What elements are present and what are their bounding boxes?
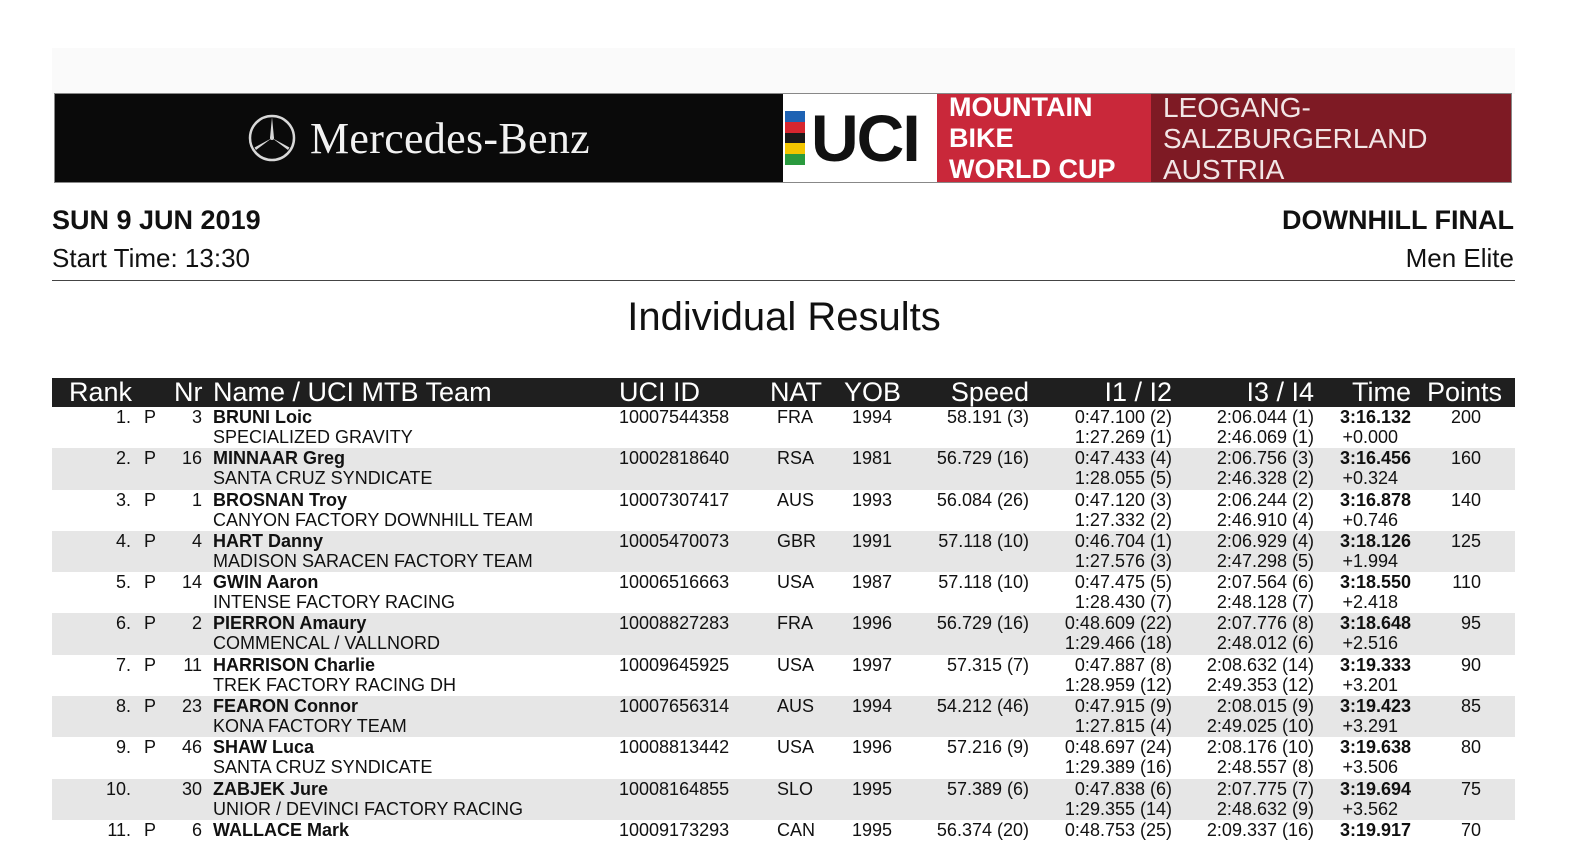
cell-p-flag: P (144, 654, 157, 675)
cell-gap: +2.516 (1342, 633, 1398, 654)
cell-rank: 7. (115, 654, 131, 675)
series-line-1: MOUNTAIN BIKE (949, 91, 1093, 153)
col-speed: Speed (950, 377, 1029, 407)
cell-rank: 3. (115, 489, 131, 510)
cell-nr: 14 (181, 572, 202, 593)
cell-nr: 2 (191, 613, 202, 634)
cell-nr: 1 (191, 489, 202, 510)
cell-i4: 2:49.353 (12) (1206, 674, 1314, 695)
start-time: Start Time: 13:30 (52, 243, 250, 273)
cell-i4: 2:46.910 (4) (1216, 509, 1314, 530)
cell-i3: 2:06.929 (4) (1216, 530, 1314, 551)
cell-i2: 1:29.389 (16) (1064, 757, 1172, 778)
cell-time: 3:18.126 (1339, 530, 1411, 551)
cell-i1: 0:47.887 (8) (1074, 654, 1172, 675)
cell-gap: +2.418 (1342, 592, 1398, 613)
cell-time: 3:18.648 (1339, 613, 1411, 634)
cell-i1: 0:46.704 (1) (1074, 530, 1172, 551)
table-row (52, 448, 1515, 489)
cell-speed: 57.118 (10) (938, 572, 1029, 593)
cell-rank: 10. (105, 778, 131, 799)
cell-team: SANTA CRUZ SYNDICATE (213, 468, 433, 489)
cell-uci-id: 10009645925 (619, 654, 730, 675)
cell-rider-name: PIERRON Amaury (213, 613, 367, 634)
table-row (52, 737, 1515, 778)
cell-points: 125 (1450, 530, 1481, 551)
series-panel (937, 91, 1151, 184)
cell-uci-id: 10009173293 (619, 819, 730, 840)
cell-rider-name: SHAW Luca (213, 737, 315, 758)
cell-gap: +0.746 (1342, 509, 1398, 530)
cell-nr: 3 (191, 407, 202, 427)
cell-yob: 1991 (852, 530, 893, 551)
cell-rank: 6. (115, 613, 131, 634)
cell-time: 3:19.333 (1339, 654, 1411, 675)
cell-speed: 58.191 (3) (946, 407, 1029, 427)
cell-i4: 2:48.128 (7) (1216, 592, 1314, 613)
cell-rank: 11. (107, 819, 131, 840)
cell-nat: RSA (777, 448, 815, 469)
col-i3-i4: I3 / I4 (1246, 377, 1314, 407)
cell-points: 75 (1460, 778, 1481, 799)
event-title: DOWNHILL FINAL (1282, 205, 1514, 235)
cell-uci-id: 10006516663 (619, 572, 730, 593)
col-points: Points (1426, 377, 1502, 407)
cell-speed: 56.729 (16) (936, 448, 1029, 469)
cell-team: CANYON FACTORY DOWNHILL TEAM (213, 509, 534, 530)
cell-p-flag: P (144, 819, 157, 840)
cell-rank: 8. (115, 696, 131, 717)
table-row (52, 655, 1515, 696)
cell-i2: 1:29.355 (14) (1064, 798, 1172, 819)
cell-time: 3:19.917 (1339, 819, 1411, 840)
cell-points: 90 (1460, 654, 1481, 675)
cell-speed: 54.212 (46) (936, 696, 1029, 717)
header-divider (52, 280, 1515, 281)
cell-time: 3:19.694 (1339, 778, 1411, 799)
cell-uci-id: 10008827283 (619, 613, 730, 634)
cell-uci-id: 10008164855 (619, 778, 730, 799)
cell-nr: 46 (181, 737, 202, 758)
cell-nat: GBR (777, 530, 817, 551)
cell-rank: 5. (115, 572, 131, 593)
cell-rider-name: HARRISON Charlie (213, 654, 376, 675)
cell-yob: 1981 (852, 448, 893, 469)
cell-nat: USA (777, 572, 815, 593)
cell-gap: +0.324 (1342, 468, 1398, 489)
cell-gap: +1.994 (1342, 550, 1398, 571)
cell-nr: 30 (181, 778, 202, 799)
cell-p-flag: P (144, 448, 157, 469)
cell-nat: SLO (777, 778, 814, 799)
cell-team: INTENSE FACTORY RACING (213, 592, 456, 613)
cell-yob: 1996 (852, 613, 893, 634)
page-title: Individual Results (627, 295, 941, 339)
cell-i4: 2:49.025 (10) (1206, 716, 1314, 737)
cell-i4: 2:47.298 (5) (1216, 550, 1314, 571)
cell-p-flag: P (144, 696, 157, 717)
cell-i3: 2:07.775 (7) (1216, 778, 1314, 799)
col-i1-i2: I1 / I2 (1104, 377, 1172, 407)
table-row (52, 572, 1515, 613)
cell-rider-name: ZABJEK Jure (213, 778, 329, 799)
sponsor-panel (55, 94, 783, 182)
cell-i2: 1:28.959 (12) (1064, 674, 1172, 695)
cell-nat: FRA (777, 613, 813, 634)
cell-rank: 9. (115, 737, 131, 758)
table-row (52, 696, 1515, 737)
cell-i1: 0:47.915 (9) (1074, 696, 1172, 717)
cell-team: SPECIALIZED GRAVITY (213, 427, 413, 447)
cell-points: 110 (1452, 572, 1481, 593)
cell-i3: 2:06.044 (1) (1216, 407, 1314, 427)
cell-p-flag: P (144, 407, 157, 427)
cell-p-flag: P (144, 737, 157, 758)
cell-nat: CAN (777, 819, 816, 840)
event-banner (55, 91, 1511, 185)
cell-i4: 2:48.632 (9) (1216, 798, 1314, 819)
cell-gap: +0.000 (1342, 427, 1398, 447)
cell-speed: 56.729 (16) (936, 613, 1029, 634)
col-time: Time (1352, 377, 1411, 407)
cell-time: 3:16.132 (1339, 407, 1411, 427)
cell-yob: 1993 (852, 489, 893, 510)
cell-nr: 23 (181, 696, 202, 717)
cell-i2: 1:29.466 (18) (1064, 633, 1172, 654)
cell-i2: 1:28.055 (5) (1074, 468, 1172, 489)
cell-rank: 4. (115, 530, 131, 551)
cell-gap: +3.291 (1342, 716, 1398, 737)
cell-i3: 2:07.776 (8) (1216, 613, 1314, 634)
cell-i3: 2:08.632 (14) (1206, 654, 1314, 675)
location-line-1: LEOGANG-SALZBURGERLAND (1163, 91, 1428, 154)
race-date: SUN 9 JUN 2019 (52, 205, 261, 235)
cell-i3: 2:07.564 (6) (1216, 572, 1314, 593)
cell-i3: 2:09.337 (16) (1206, 819, 1314, 840)
cell-nr: 16 (181, 448, 202, 469)
cell-i4: 2:48.557 (8) (1216, 757, 1314, 778)
cell-points: 200 (1450, 407, 1481, 427)
cell-points: 140 (1450, 489, 1481, 510)
cell-nat: USA (777, 654, 815, 675)
cell-yob: 1996 (852, 737, 893, 758)
cell-gap: +3.201 (1342, 674, 1398, 695)
cell-yob: 1995 (852, 778, 893, 799)
cell-i1: 0:48.753 (25) (1064, 819, 1172, 840)
cell-rank: 2. (115, 448, 131, 469)
cell-i1: 0:47.838 (6) (1074, 778, 1172, 799)
cell-time: 3:16.456 (1339, 448, 1411, 469)
table-row (52, 490, 1515, 531)
cell-speed: 57.315 (7) (946, 654, 1029, 675)
cell-p-flag: P (144, 613, 157, 634)
cell-nr: 11 (183, 654, 202, 675)
location-line-2: AUSTRIA (1163, 153, 1285, 185)
top-strip (52, 48, 1515, 94)
cell-i3: 2:08.176 (10) (1206, 737, 1314, 758)
cell-nat: AUS (777, 489, 815, 510)
cell-yob: 1994 (852, 696, 893, 717)
cell-rider-name: BROSNAN Troy (213, 489, 348, 510)
cell-team: UNIOR / DEVINCI FACTORY RACING (213, 798, 524, 819)
col-yob: YOB (844, 377, 902, 407)
cell-uci-id: 10007656314 (619, 696, 730, 717)
cell-team: COMMENCAL / VALLNORD (213, 633, 441, 654)
cell-speed: 57.118 (10) (938, 530, 1029, 551)
cell-speed: 56.374 (20) (936, 819, 1029, 840)
cell-points: 85 (1460, 696, 1481, 717)
cell-rank: 1. (115, 407, 131, 427)
cell-gap: +3.562 (1342, 798, 1398, 819)
cell-yob: 1995 (852, 819, 893, 840)
mercedes-star-icon (248, 114, 296, 162)
cell-i4: 2:48.012 (6) (1216, 633, 1314, 654)
cell-i1: 0:48.697 (24) (1064, 737, 1172, 758)
cell-uci-id: 10007544358 (619, 407, 730, 427)
cell-nat: AUS (777, 696, 815, 717)
cell-rider-name: HART Danny (213, 530, 324, 551)
cell-nat: FRA (777, 407, 813, 427)
cell-i2: 1:27.815 (4) (1074, 716, 1172, 737)
cell-team: MADISON SARACEN FACTORY TEAM (213, 550, 533, 571)
uci-panel (783, 94, 937, 182)
cell-gap: +3.506 (1342, 757, 1398, 778)
cell-points: 70 (1460, 819, 1481, 840)
cell-points: 80 (1460, 737, 1481, 758)
cell-uci-id: 10007307417 (619, 489, 730, 510)
cell-team: KONA FACTORY TEAM (213, 716, 407, 737)
mercedes-logo (248, 113, 590, 164)
cell-rider-name: MINNAAR Greg (213, 448, 346, 469)
cell-i1: 0:47.120 (3) (1074, 489, 1172, 510)
cell-p-flag: P (144, 530, 157, 551)
cell-nat: USA (777, 737, 815, 758)
table-header (52, 378, 1515, 407)
uci-rainbow-stripes (785, 111, 805, 165)
table-row (52, 820, 1515, 861)
cell-i2: 1:27.269 (1) (1074, 427, 1172, 447)
table-row (52, 779, 1515, 820)
table-row (52, 531, 1515, 572)
cell-i3: 2:06.756 (3) (1216, 448, 1314, 469)
cell-time: 3:19.423 (1339, 696, 1411, 717)
sponsor-name: Mercedes-Benz (310, 113, 590, 163)
cell-i4: 2:46.069 (1) (1216, 427, 1314, 447)
cell-team: TREK FACTORY RACING DH (213, 674, 457, 695)
col-nr: Nr (174, 377, 203, 407)
cell-i1: 0:47.100 (2) (1074, 407, 1172, 427)
cell-p-flag: P (144, 489, 157, 510)
cell-speed: 56.084 (26) (936, 489, 1029, 510)
cell-time: 3:19.638 (1339, 737, 1411, 758)
cell-time: 3:16.878 (1339, 489, 1411, 510)
cell-points: 160 (1450, 448, 1481, 469)
cell-points: 95 (1460, 613, 1481, 634)
cell-yob: 1997 (852, 654, 893, 675)
cell-uci-id: 10008813442 (619, 737, 730, 758)
col-name: Name / UCI MTB Team (213, 377, 492, 407)
cell-yob: 1987 (852, 572, 893, 593)
cell-i1: 0:47.475 (5) (1074, 572, 1172, 593)
cell-nr: 6 (191, 819, 202, 840)
cell-uci-id: 10005470073 (619, 530, 730, 551)
cell-speed: 57.389 (6) (946, 778, 1029, 799)
table-row (52, 613, 1515, 654)
cell-rider-name: WALLACE Mark (213, 819, 350, 840)
cell-i3: 2:08.015 (9) (1216, 696, 1314, 717)
cell-speed: 57.216 (9) (946, 737, 1029, 758)
cell-i4: 2:46.328 (2) (1216, 468, 1314, 489)
table-body (52, 407, 1515, 861)
col-nat: NAT (770, 377, 822, 407)
results-table (52, 378, 1515, 861)
location-panel (1151, 91, 1511, 185)
cell-uci-id: 10002818640 (619, 448, 730, 469)
cell-i2: 1:27.576 (3) (1074, 550, 1172, 571)
cell-i3: 2:06.244 (2) (1216, 489, 1314, 510)
cell-rider-name: GWIN Aaron (213, 572, 319, 593)
col-uci-id: UCI ID (619, 377, 700, 407)
cell-team: SANTA CRUZ SYNDICATE (213, 757, 433, 778)
cell-i1: 0:47.433 (4) (1074, 448, 1172, 469)
series-line-2: WORLD CUP (949, 153, 1116, 184)
cell-i2: 1:28.430 (7) (1074, 592, 1172, 613)
cell-p-flag: P (144, 572, 157, 593)
cell-i2: 1:27.332 (2) (1074, 509, 1172, 530)
cell-rider-name: FEARON Connor (213, 696, 358, 717)
cell-yob: 1994 (852, 407, 893, 427)
event-info (1282, 205, 1514, 273)
cell-i1: 0:48.609 (22) (1064, 613, 1172, 634)
table-row (52, 407, 1515, 448)
uci-logo-text: UCI (811, 101, 919, 175)
race-info (52, 205, 261, 273)
cell-nr: 4 (191, 530, 202, 551)
cell-rider-name: BRUNI Loic (213, 407, 312, 427)
cell-time: 3:18.550 (1339, 572, 1411, 593)
category: Men Elite (1405, 243, 1514, 273)
col-rank: Rank (69, 377, 133, 407)
